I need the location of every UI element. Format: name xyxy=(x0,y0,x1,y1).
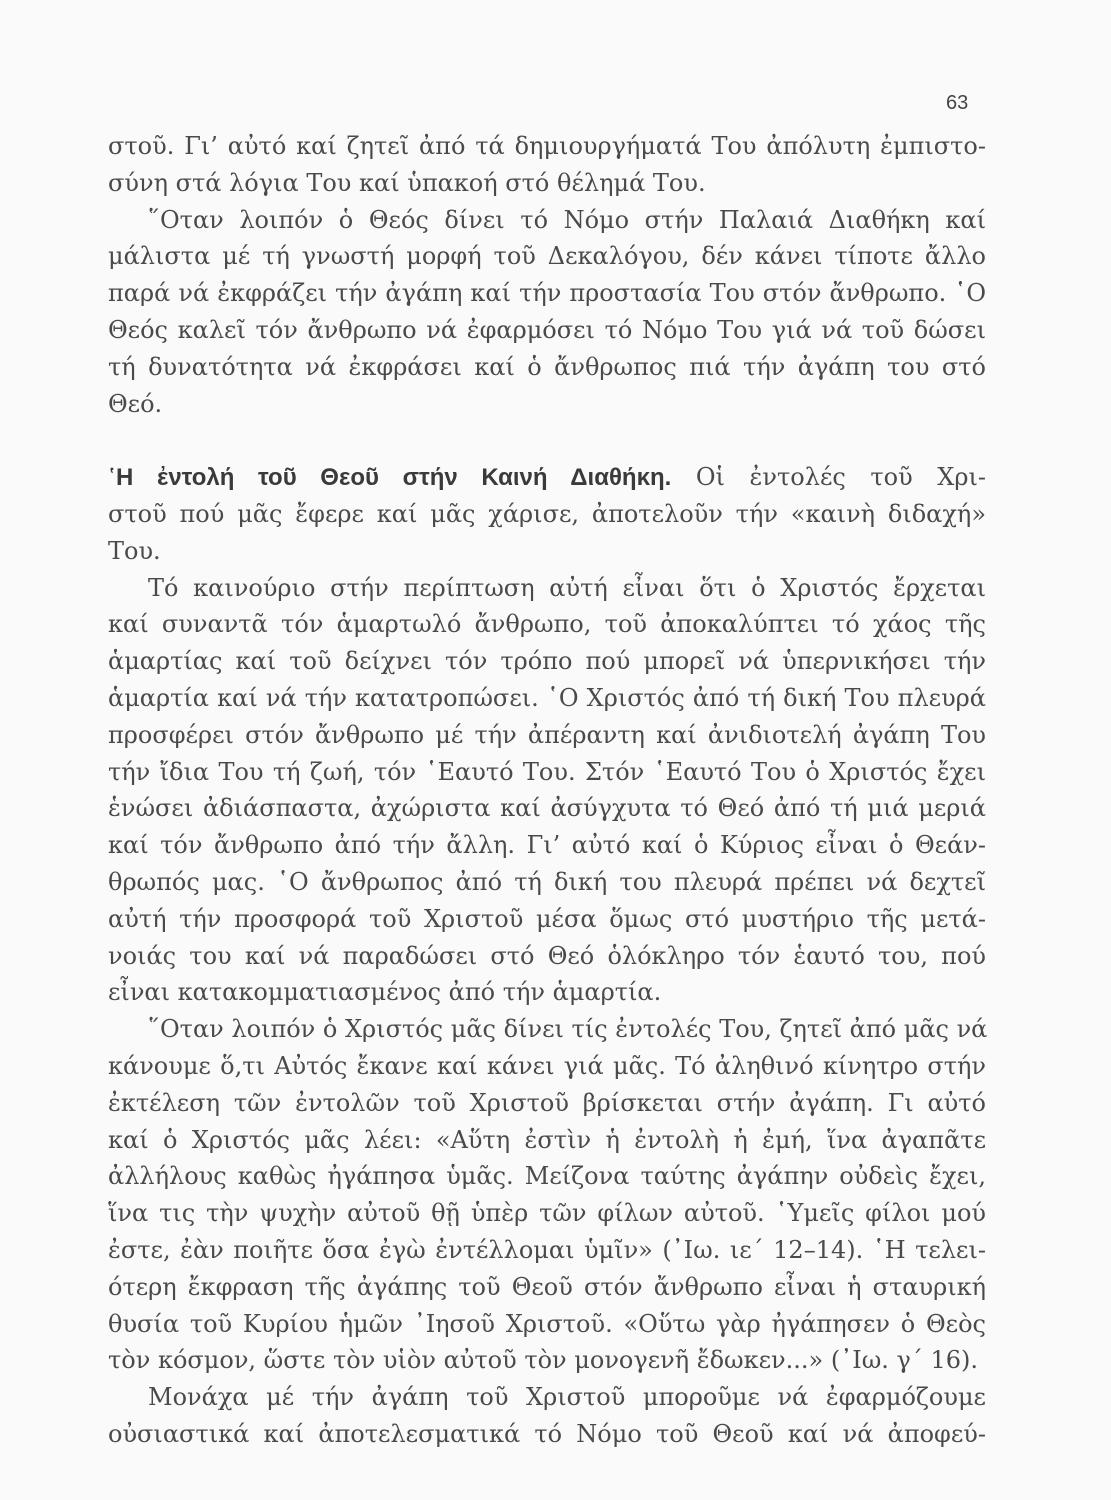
text-line: ῞Οταν λοιπόν ὁ Χριστός μᾶς δίνει τίς ἐντολές Του, ζητεῖ ἀπό μᾶς νά xyxy=(148,1015,988,1044)
text-line: Θεό. xyxy=(108,389,163,418)
text-line: ἐκτέλεση τῶν ἐντολῶν τοῦ Χριστοῦ βρίσκεται στήν ἀγάπη. Γι αὐτό xyxy=(108,1088,986,1117)
text-line: τήν ἴδια Του τή ζωή, τόν ῾Εαυτό Του. Στόν ῾Εαυτό Του ὁ Χριστός ἔχει xyxy=(108,757,986,786)
section-heading-line xyxy=(108,459,986,496)
text-line: παρά νά ἐκφράζει τήν ἀγάπη καί τήν προστασία Του στόν ἄνθρωπο. ῾Ο xyxy=(108,279,986,308)
section-gap xyxy=(108,422,986,459)
text-line: καί ὁ Χριστός μᾶς λέει: «Αὕτη ἐστὶν ἡ ἐντολὴ ἡ ἐμή, ἵνα ἀγαπᾶτε xyxy=(108,1125,986,1154)
text-line: ἵνα τις τὴν ψυχὴν αὐτοῦ θῇ ὑπὲρ τῶν φίλων αὐτοῦ. ῾Υμεῖς φίλοι μού xyxy=(108,1199,986,1228)
text-line: σύνη στά λόγια Του καί ὑπακοή στό θέλημά Του. xyxy=(108,168,706,197)
text-line: Μονάχα μέ τήν ἀγάπη τοῦ Χριστοῦ μποροῦμε νά ἐφαρμόζουμε xyxy=(148,1383,986,1412)
text-line: θρωπός μας. ῾Ο ἄνθρωπος ἀπό τή δική του πλευρά πρέπει νά δεχτεῖ xyxy=(108,867,986,896)
text-line: τή δυνατότητα νά ἐκφράσει καί ὁ ἄνθρωπος πιά τήν ἀγάπη του στό xyxy=(108,352,986,381)
text-line: στοῦ πού μᾶς ἔφερε καί μᾶς χάρισε, ἀποτελοῦν τήν «καινὴ διδαχή» xyxy=(108,499,986,528)
text-line: τὸν κόσμον, ὥστε τὸν υἱὸν αὐτοῦ τὸν μονογενῆ ἔδωκεν...» (᾿Ιω. γ΄ 16). xyxy=(108,1346,979,1375)
text-line: Τό καινούριο στήν περίπτωση αὐτή εἶναι ὅτι ὁ Χριστός ἔρχεται xyxy=(148,573,986,602)
text-line: ἑνώσει ἀδιάσπαστα, ἀχώριστα καί ἀσύγχυτα τό Θεό ἀπό τή μιά μεριά xyxy=(108,794,986,823)
body-text xyxy=(108,128,986,1453)
text-line: στοῦ. Γι’ αὐτό καί ζητεῖ ἀπό τά δημιουργήματά Του ἀπόλυτη ἐμπιστο- xyxy=(108,132,986,160)
text-line: Του. xyxy=(108,536,161,565)
text-line: καί τόν ἄνθρωπο ἀπό τήν ἄλλη. Γι’ αὐτό καί ὁ Κύριος εἶναι ὁ Θεάν- xyxy=(108,831,986,860)
text-line: αὐτή τήν προσφορά τοῦ Χριστοῦ μέσα ὅμως στό μυστήριο τῆς μετά- xyxy=(108,904,986,933)
text-line: θυσία τοῦ Κυρίου ἡμῶν ᾿Ιησοῦ Χριστοῦ. «Οὕτω γὰρ ἠγάπησεν ὁ Θεὸς xyxy=(108,1309,986,1338)
text-line: Θεός καλεῖ τόν ἄνθρωπο νά ἐφαρμόσει τό Νόμο Του γιά νά τοῦ δώσει xyxy=(108,315,986,344)
section-heading-continuation: Οἱ ἐντολές τοῦ Χρι- xyxy=(671,463,986,492)
text-line: οὐσιαστικά καί ἀποτελεσματικά τό Νόμο τοῦ Θεοῦ καί νά ἀποφεύ- xyxy=(108,1419,986,1448)
text-line: νοιάς του καί νά παραδώσει στό Θεό ὁλόκληρο τόν ἑαυτό του, πού xyxy=(108,941,986,970)
text-line: καί συναντᾶ τόν ἁμαρτωλό ἄνθρωπο, τοῦ ἀποκαλύπτει τό χάος τῆς xyxy=(108,610,986,639)
page-number: 63 xyxy=(946,92,969,114)
text-line: ἁμαρτία καί νά τήν κατατροπώσει. ῾Ο Χριστός ἀπό τή δική Του πλευρά xyxy=(108,683,986,712)
text-line: κάνουμε ὅ,τι Αὐτός ἔκανε καί κάνει γιά μᾶς. Τό ἀληθινό κίνητρο στήν xyxy=(108,1051,986,1080)
text-line: ότερη ἔκφραση τῆς ἀγάπης τοῦ Θεοῦ στόν ἄνθρωπο εἶναι ἡ σταυρική xyxy=(108,1272,986,1301)
text-line: ἐστε, ἐὰν ποιῆτε ὅσα ἐγὼ ἐντέλλομαι ὑμῖν» (᾿Ιω. ιε΄ 12–14). ῾Η τελει- xyxy=(108,1235,986,1264)
text-line: ῞Οταν λοιπόν ὁ Θεός δίνει τό Νόμο στήν Παλαιά Διαθήκη καί xyxy=(148,205,986,234)
text-line: ἀλλήλους καθὼς ἠγάπησα ὑμᾶς. Μείζονα ταύτης ἀγάπην οὐδεὶς ἔχει, xyxy=(108,1162,986,1191)
section-heading: ῾Η ἐντολή τοῦ Θεοῦ στήν Καινή Διαθήκη. xyxy=(108,464,672,492)
text-line: προσφέρει στόν ἄνθρωπο μέ τήν ἀπέραντη καί ἀνιδιοτελή ἀγάπη Του xyxy=(108,720,986,749)
text-line: εἶναι κατακομματιασμένος ἀπό τήν ἁμαρτία. xyxy=(108,978,662,1007)
text-line: μάλιστα μέ τή γνωστή μορφή τοῦ Δεκαλόγου, δέν κάνει τίποτε ἄλλο xyxy=(108,242,986,271)
text-line: ἁμαρτίας καί τοῦ δείχνει τόν τρόπο πού μπορεῖ νά ὑπερνικήσει τήν xyxy=(108,647,986,676)
